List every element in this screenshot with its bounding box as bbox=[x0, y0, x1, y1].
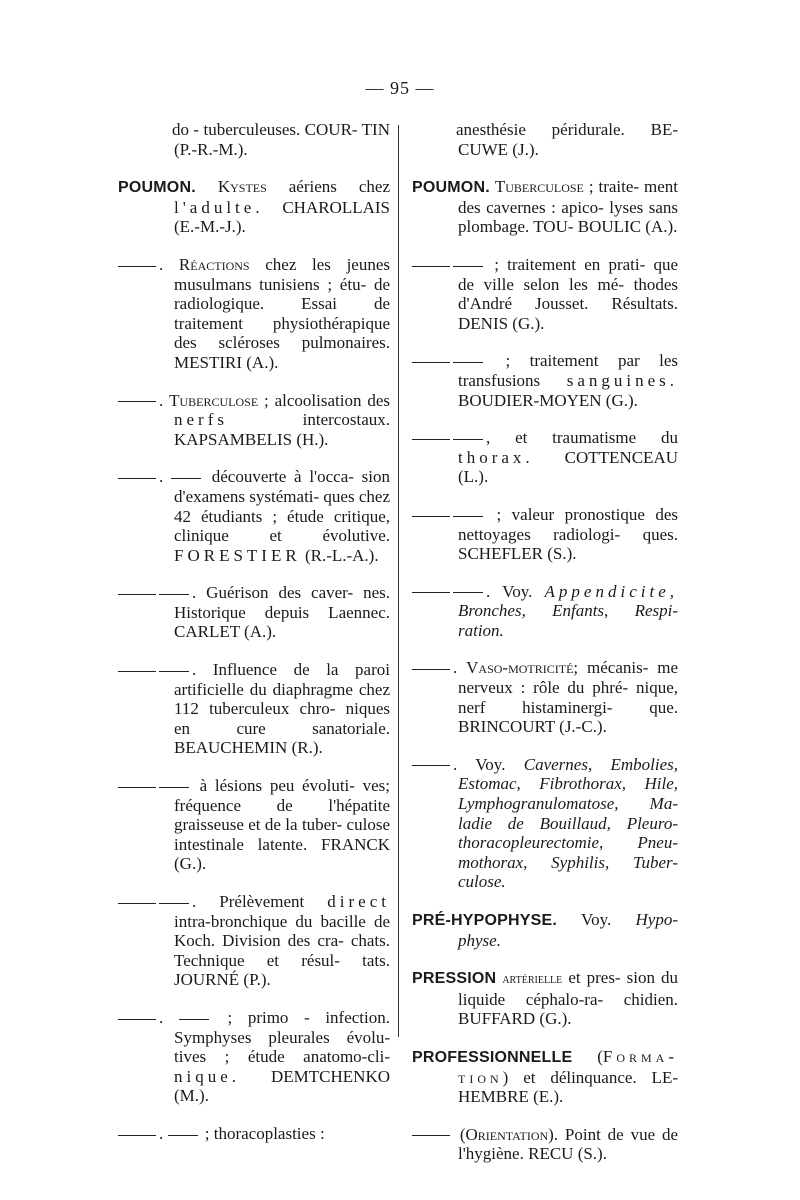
repeat-dash bbox=[118, 478, 156, 479]
entry-spaced-text: thorax. bbox=[458, 447, 534, 467]
repeat-dash bbox=[118, 401, 156, 402]
repeat-dash bbox=[118, 903, 156, 904]
repeat-dash bbox=[159, 671, 189, 672]
entry-spaced-text: nerfs bbox=[174, 410, 228, 430]
entry-label: Vaso-motricité bbox=[466, 658, 574, 678]
entry-text: aériens chez bbox=[266, 177, 390, 197]
repeat-dash bbox=[159, 787, 189, 788]
repeat-dash bbox=[118, 1135, 156, 1136]
repeat-dash bbox=[453, 362, 483, 363]
index-entry: . découverte à l'occa- sion d'examens systémati- ques chez 42 étudiants ; étude critique, clinique et évolutive. FORESTIER (R.-L.-A.). bbox=[118, 467, 390, 565]
entry-label: Tuberculose bbox=[494, 177, 584, 197]
entry-text: ; traitement par les transfusions bbox=[458, 351, 678, 390]
entry-text-tail: intra-bronchique du bacille de Koch. Division des cra- chats. Technique et résul- tats. JOURNÉ (P.). bbox=[174, 911, 390, 990]
repeat-dash bbox=[159, 594, 189, 595]
entry-spaced-text: nique. bbox=[174, 1066, 241, 1086]
repeat-dash bbox=[412, 516, 450, 517]
index-entry: . Vaso-motricité; mécanis- me nerveux : rôle du phré- nique, nerf histaminergi- que. BRINCOURT (J.-C.). bbox=[412, 658, 678, 736]
repeat-dash bbox=[453, 516, 483, 517]
entry-text: ; primo - infection. Symphyses pleurales évolu- tives ; étude anatomo-cli- bbox=[174, 1007, 391, 1067]
index-entry: . ; primo - infection. Symphyses pleurales évolu- tives ; étude anatomo-cli- nique. DEMTCHENKO (M.). bbox=[118, 1008, 390, 1106]
repeat-dash bbox=[412, 669, 450, 670]
repeat-dash bbox=[118, 671, 156, 672]
repeat-dash bbox=[179, 1019, 209, 1020]
index-entry bbox=[412, 910, 678, 950]
entry-text: anesthésie péridurale. BE- CUWE (J.). bbox=[456, 120, 678, 159]
index-entry bbox=[118, 177, 390, 237]
index-entry bbox=[412, 428, 678, 487]
index-entry bbox=[412, 582, 678, 641]
entry-spaced-text: l'adulte. bbox=[174, 197, 264, 217]
index-entry bbox=[118, 583, 390, 642]
entry-spaced-italic: Appendicite, bbox=[544, 581, 678, 601]
repeat-dash bbox=[412, 362, 450, 363]
repeat-dash bbox=[412, 1135, 450, 1136]
entry-text-tail: COTTENCEAU (L.). bbox=[458, 447, 678, 487]
repeat-dash bbox=[412, 266, 450, 267]
repeat-dash bbox=[118, 1019, 156, 1020]
left-column bbox=[118, 120, 390, 1162]
index-entry bbox=[412, 120, 678, 159]
entry-label: artérielle bbox=[502, 972, 563, 988]
entry-text: . Point de vue de l'hygiène. RECU (S.). bbox=[458, 1124, 679, 1164]
repeat-dash bbox=[412, 592, 450, 593]
entry-spaced-text: sanguines. bbox=[566, 370, 678, 390]
entry-italic-text: Cavernes, Embolies, Estomac, Fibrothorax, Hile, Lymphogranulomatose, Ma- ladie de Bouillaud, Pleuro- thoracopleurectomie, Pneu- mothorax, Syphilis, Tuber- culose. bbox=[458, 754, 678, 892]
entry-text: chez les jeunes musulmans tunisiens ; étu- de radiologique. Essai de traitement physiothérapique des scléroses pulmonaires. MESTIRI (A.). bbox=[174, 254, 390, 372]
index-entry bbox=[118, 776, 390, 874]
repeat-dash bbox=[118, 787, 156, 788]
entry-text: à lésions peu évoluti- ves; fréquence de l'hépatite graisseuse et de la tuber- culose intestinale latente. FRANCK (G.). bbox=[174, 776, 390, 874]
repeat-dash bbox=[171, 478, 201, 479]
right-column bbox=[412, 120, 678, 1182]
entry-text: . Influence de la paroi artificielle du diaphragme chez 112 tuberculeux chro- niques en cure sanatoriale. BEAUCHEMIN (R.). bbox=[174, 660, 390, 758]
entry-label: Kystes bbox=[217, 177, 267, 197]
entry-text: ; traitement en prati- que de ville selon les mé- thodes d'André Jousset. Résultats. DENIS (G.). bbox=[458, 254, 678, 333]
entry-spaced-text: direct bbox=[327, 892, 390, 911]
entry-label: Réactions bbox=[178, 254, 250, 274]
repeat-dash bbox=[453, 592, 483, 593]
index-entry bbox=[412, 505, 678, 564]
entry-text: Voy. bbox=[557, 910, 636, 929]
entry-text-tail: intercostaux. KAPSAMBELIS (H.). bbox=[174, 410, 390, 449]
entry-label: (Orientation) bbox=[459, 1124, 554, 1144]
entry-text: do - tuberculeuses. COUR- TIN (P.-R.-M.). bbox=[172, 120, 390, 159]
entry-text: . Prélèvement bbox=[192, 892, 328, 911]
entry-text: ; mécanis- me nerveux : rôle du phré- nique, nerf histaminergi- que. BRINCOURT (J.-C.). bbox=[458, 658, 678, 737]
repeat-dash bbox=[118, 266, 156, 267]
index-entry: . Tuberculose ; alcoolisation des nerfs intercostaux. KAPSAMBELIS (H.). bbox=[118, 391, 390, 450]
headword: POUMON. bbox=[118, 179, 196, 197]
entry-spaced-label: Forma- tion bbox=[458, 1046, 678, 1087]
headword: POUMON. bbox=[412, 179, 490, 197]
index-entry bbox=[118, 892, 390, 990]
entry-text-tail: ) et délinquance. LE- HEMBRE (E.). bbox=[458, 1067, 678, 1107]
index-entry bbox=[118, 120, 390, 159]
index-entry bbox=[412, 351, 678, 410]
index-entry bbox=[412, 968, 678, 1029]
entry-text-tail: DEMTCHENKO (M.). bbox=[174, 1066, 390, 1106]
entry-text-tail: CHAROLLAIS (E.-M.-J.). bbox=[174, 197, 390, 237]
repeat-dash bbox=[159, 903, 189, 904]
entry-text: ; alcoolisation des bbox=[258, 390, 390, 410]
index-entry bbox=[412, 177, 678, 237]
entry-italic-text: Bronches, Enfants, Respi- ration. bbox=[458, 601, 678, 640]
entry-text: ( bbox=[572, 1046, 603, 1066]
headword: PRÉ-HYPOPHYSE. bbox=[412, 912, 558, 929]
entry-text: . Voy. bbox=[486, 581, 545, 601]
entry-text: découverte à l'occa- sion d'examens systémati- ques chez 42 étudiants ; étude critique, clinique et évolutive. bbox=[174, 467, 390, 546]
headword: PROFESSIONNELLE bbox=[412, 1048, 573, 1066]
repeat-dash bbox=[412, 439, 450, 440]
entry-italic-text: Hypo- physe. bbox=[458, 910, 678, 950]
entry-text: ; traite- ment des cavernes : apico- lyses sans plombage. TOU- BOULIC (A.). bbox=[458, 177, 678, 237]
column-divider bbox=[398, 125, 399, 1037]
repeat-dash bbox=[453, 439, 483, 440]
index-entry bbox=[412, 255, 678, 333]
index-entry: . ; thoracoplasties : bbox=[118, 1124, 390, 1144]
headword: PRESSION bbox=[412, 970, 497, 988]
entry-label: Tuberculose bbox=[169, 390, 259, 410]
repeat-dash bbox=[118, 594, 156, 595]
index-entry bbox=[412, 1125, 678, 1164]
index-entry bbox=[412, 1047, 678, 1107]
page-number: — 95 — bbox=[365, 78, 435, 98]
repeat-dash bbox=[412, 765, 450, 766]
repeat-dash bbox=[453, 266, 483, 267]
entry-text-tail: BOUDIER-MOYEN (G.). bbox=[458, 390, 638, 410]
entry-spaced-text: FORESTIER bbox=[174, 545, 301, 565]
entry-text: ; valeur pronostique des nettoyages radiologi- ques. SCHEFLER (S.). bbox=[458, 504, 678, 564]
index-entry: . Réactions chez les jeunes musulmans tunisiens ; étu- de radiologique. Essai de traitement physiothérapique des scléroses pulmonaires. MESTIRI (A.). bbox=[118, 255, 390, 373]
entry-text: , et traumatisme du bbox=[486, 428, 678, 448]
entry-text: et pres- sion du liquide céphalo-ra- chidien. BUFFARD (G.). bbox=[458, 968, 678, 1029]
entry-text: . Guérison des caver- nes. Historique depuis Laennec. CARLET (A.). bbox=[174, 583, 390, 642]
entry-text: . Voy. bbox=[453, 754, 524, 774]
repeat-dash bbox=[168, 1135, 198, 1136]
index-entry bbox=[412, 755, 678, 892]
entry-text: ; thoracoplasties : bbox=[200, 1123, 325, 1143]
index-entry bbox=[118, 660, 390, 758]
entry-text-tail: (R.-L.-A.). bbox=[300, 545, 379, 565]
